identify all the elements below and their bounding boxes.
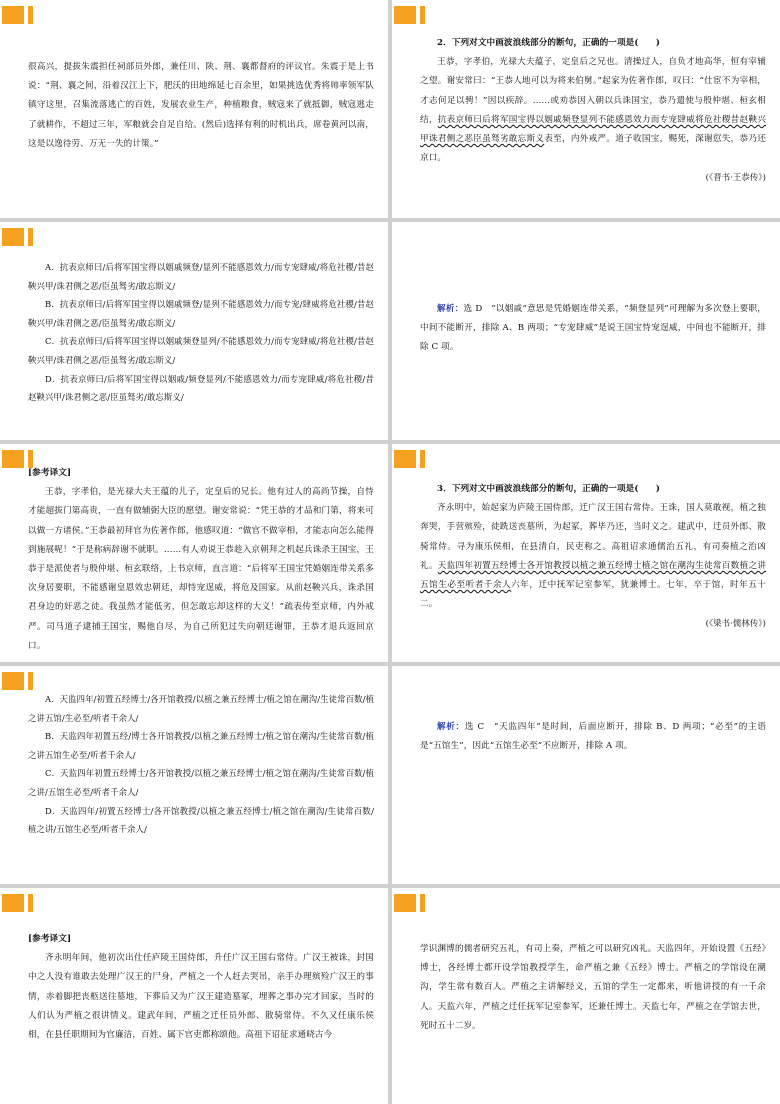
option-c: C．抗表京师曰/后将军国宝得以姻戚频登显列/不能感恩效力/而专宠肆威/将危社稷/昔赵鞅兴甲/诛君侧之恶/臣虽驽劣/敢忘斯义/ bbox=[28, 336, 374, 365]
analysis-block bbox=[420, 300, 766, 358]
passage-text: 齐永明中，始起家为庐陵王国侍郎，迁广汉王国右常侍。王诛，国人莫敢视，植之独奔哭，手营殡殓，徒跣送丧墓所，为起冢，葬毕乃还，当时义之。建武中，迁员外郎、散骑常侍。寻为康乐侯相，在县清白，民吏称之。高祖诏求通儒治五礼，有司奏植之治凶礼。 bbox=[420, 503, 766, 571]
option-b: B．天监四年初置五经/博士各开馆教授/以植之兼五经博士/植之馆在潮沟/生徒常百数/植之讲五馆生必至/听者千余人/ bbox=[28, 731, 374, 760]
source-citation: (《晋书·王恭传》) bbox=[705, 172, 766, 183]
slide-4 bbox=[392, 222, 780, 440]
slide-2 bbox=[392, 0, 780, 218]
analysis-paragraph bbox=[420, 300, 766, 358]
option-b: B．抗表京师曰/后将军国宝得以姻戚频登/显列不能感恩效力/而专宠/肆威将危社稷/昔赵鞅兴甲/诛君侧之恶/臣虽驽劣/敢忘斯义/ bbox=[28, 299, 374, 328]
options-list bbox=[28, 258, 374, 407]
translation-continuation bbox=[28, 58, 374, 154]
wavy-underlined-text: 天监四年初置五经博士各开馆教授以植之兼五经博士植之馆在潮沟生徒常百数植之讲五馆生必至听者千余人 bbox=[420, 560, 767, 591]
passage-text-end: 表至，内外戒严。道子收国宝，赐死，深谢愆失，恭乃还京口。 bbox=[420, 134, 766, 164]
question-2-stem: 2．下列对文中画波浪线部分的断句，正确的一项是( ) bbox=[437, 38, 661, 48]
passage-text-end: 六年，迁中抚军记室参军，犹兼博士。七年，卒于馆，时年五十二。 bbox=[420, 580, 766, 610]
analysis-text: 选 C “天监四年”是时间，后面应断开，排除 B、D 两项；“必至”的主语是“五馆生”，因此“五馆生必至”不应断开，排除 A 项。 bbox=[420, 722, 766, 752]
option-d: D．天监四年/初置五经博士/各开馆教授/以植之兼五经博士/植之馆在潮沟/生徒常百数/植之讲/五馆生必至/听者千余人/ bbox=[28, 805, 374, 835]
slide-1 bbox=[0, 0, 388, 218]
question-3-stem: 3．下列对文中画波浪线部分的断句，正确的一项是( ) bbox=[437, 484, 661, 494]
slide-9 bbox=[0, 888, 388, 1104]
option-a: A．天监四年/初置五经博士/各开馆教授/以植之兼五经博士/植之馆在潮沟/生徒常百数/植之讲五馆/生必至/听者千余人/ bbox=[28, 694, 374, 723]
translation-text: 齐永明年间，他初次出仕任庐陵王国侍郎，升任广汉王国右常侍。广汉王被诛，封国中之人没有谁敢去处理广汉王的尸身，严植之一个人赶去哭吊，亲手办理殡殓广汉王的事情，赤着脚把丧柩送往墓地，下葬后又为广汉王建造墓冢，埋葬之事办完才回家，当时的人们认为严植之很讲情义。建武年间，严植之迁任员外郎、散骑常侍。不久又任康乐侯相，在县任职期间为官廉洁，百姓、属下官吏都称颂他。高祖下诏征求通晓古今 bbox=[28, 953, 374, 1041]
analysis-paragraph bbox=[420, 718, 766, 756]
analysis-text: 选 D “以姻戚”意思是凭婚姻连带关系，“频登显列”可理解为多次登上要职，中间不能断开，排除 A、B 两项；“专宠肆威”是说王国宝恃宠逞威，中间也不能断开，排除 C 项。 bbox=[420, 304, 766, 353]
options-list bbox=[28, 690, 374, 839]
option-a: A．抗表京师曰/后将军国宝得以姻戚频登/显列不能感恩效力/而专宠肆威/将危社稷/昔赵鞅兴甲/诛君侧之恶/臣虽驽劣/敢忘斯义/ bbox=[28, 262, 374, 291]
translation-block bbox=[28, 930, 374, 1045]
slide-3 bbox=[0, 222, 388, 440]
slide-8 bbox=[392, 666, 780, 884]
option-d: D．抗表京师曰/后将军国宝得以姻戚/频登显列/不能感恩效力/而专宠肆威/将危社稷/昔赵鞅兴甲/诛君侧之恶/臣虽驽劣/敢忘斯义/ bbox=[28, 373, 374, 403]
passage-paragraph bbox=[420, 53, 766, 168]
translation-title: [参考译文] bbox=[28, 934, 72, 944]
source-citation: (《梁书·儒林传》) bbox=[705, 618, 766, 629]
paragraph: 很高兴，提拔朱震担任祠部员外郎，兼任川、陕、荆、襄都督府的评议官。朱震于是上书说：“荆、襄之间，沿着汉江上下，肥沃的田地绵延七百余里，如果挑选优秀将帅率领军队镇守这里，召集流落逃亡的百姓，发展农业生产，种植粮食，贼寇来了就抵御，贼寇逃走了就耕作，不超过三年，军粮就会自足自给。(然后)选择有利的时机出兵，席卷黄河以南，这是以逸待劳、万无一失的计策。” bbox=[28, 62, 374, 149]
translation-continuation bbox=[420, 940, 766, 1036]
slide-6 bbox=[392, 444, 780, 662]
option-c: C．天监四年初置五经博士/各开馆教授/以植之兼五经博士/植之馆在潮沟/生徒常百数/植之讲/五馆生必至/听者千余人/ bbox=[28, 768, 374, 797]
slide-10 bbox=[392, 888, 780, 1104]
slide-7 bbox=[0, 666, 388, 884]
analysis-block bbox=[420, 718, 766, 756]
slide-5 bbox=[0, 444, 388, 662]
question-3-block bbox=[420, 480, 766, 634]
analysis-label: 解析： bbox=[437, 722, 465, 732]
passage-paragraph bbox=[420, 499, 766, 614]
passage-text: 王恭，字孝伯，光禄大夫蕴子，定皇后之兄也。清操过人，自负才地高华，恒有宰辅之望。谢安常曰：“王恭人地可以为将来伯舅。”起家为佐著作郎，叹曰：“仕宦不为宰相，才志何足以骋！”因以疾辞。……或劝恭因入朝以兵诛国宝，恭乃遣使与殷仲堪、桓玄相结， bbox=[420, 57, 766, 125]
question-2-block bbox=[420, 34, 766, 188]
translation-title: [参考译文] bbox=[28, 468, 72, 478]
translation-text: 王恭，字孝伯，是光禄大夫王蕴的儿子，定皇后的兄长。他有过人的高尚节操，自恃才能超拔门第高贵，一直有做辅弼大臣的愿望。谢安常说：“凭王恭的才品和门第，将来可以做一方诸侯。”王恭最初拜官为佐著作郎，他感叹道：“做官不做宰相，才能志向怎么能得到施展呢！”于是称病辞谢不就职。……有人劝说王恭趁入京朝拜之机起兵诛杀王国宝，王恭于是派使者与殷仲堪、桓玄联络，上书京师，直言道：“后将军王国宝凭婚姻连带关系多次身居要职，不能感谢皇恩效忠朝廷，却恃宠逞威，将危及国家。从前赵鞅兴兵，诛杀国君身边的奸恶之徒。我虽然才能低劣，但怎敢忘却这样的大义！”疏表传至京师，内外戒严。司马道子逮捕王国宝，赐他自尽，为自己所犯过失向朝廷谢罪，王恭才退兵返回京口。 bbox=[28, 487, 374, 651]
wavy-underlined-text: 抗表京师曰后将军国宝得以姻戚频登显列不能感恩效力而专宠肆威将危社稷昔赵鞅兴甲诛君侧之恶臣虽驽劣敢忘斯义 bbox=[420, 114, 767, 145]
translation-block bbox=[28, 464, 374, 656]
translation-text: 学识渊博的儒者研究五礼，有司上奏，严植之可以研究凶礼。天监四年，开始设置《五经》博士，各经博士都开设学馆教授学生，命严植之兼《五经》博士。严植之的学馆设在潮沟，学生常有数百人。严植之主讲解经义，五馆的学生一定都来，听他讲授的有一千余人。天监六年，严植之迁任抚军记室参军，还兼任博士。天监七年，严植之在学馆去世，死时五十二岁。 bbox=[420, 944, 766, 1031]
analysis-label: 解析： bbox=[437, 304, 464, 314]
